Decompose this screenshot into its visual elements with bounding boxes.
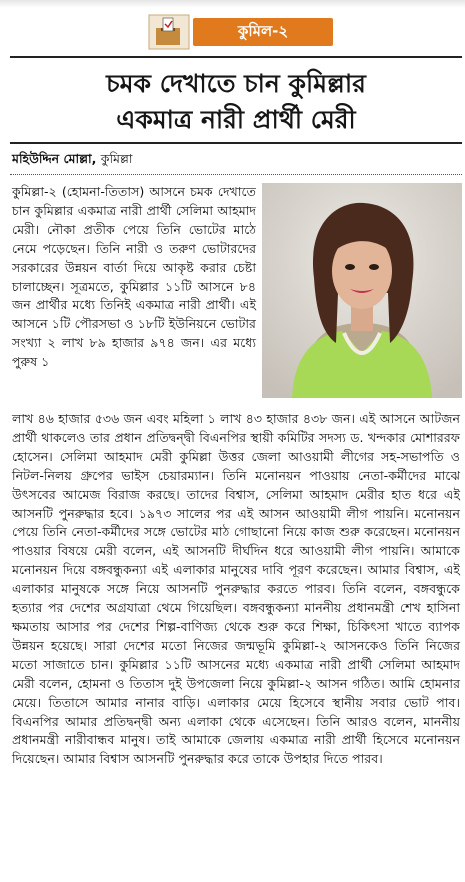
section-header [148,14,338,50]
article-body-upper: কুমিল্লা-২ (হোমনা-তিতাস) আসনে চমক দেখাতে চান কুমিল্লার একমাত্র নারী প্রার্থী সেলিমা আহমাদ মেরী। নৌকা প্রতীক পেয়ে তিনি ভোটের মাঠে নেমে পড়েছেন। তিনি নারী ও তরুণ ভোটারদের সরকারের উন্নয়ন বার্তা দিয়ে আকৃষ্ট করার চেষ্টা চালাচ্ছেন। সূত্রমতে, কুমিল্লার ১১টি আসনে ৮৪ জন প্রার্থীর মধ্যে তিনিই একমাত্র নারী প্রার্থী। এই আসনে ১টি পৌরসভা ও ১৮টি ইউনিয়নে ভোটার সংখ্যা ২ লাখ ৮৯ হাজার ৯৭৪ জন। এর মধ্যে পুরুষ ১ [12,184,256,370]
previous-article-strip [0,0,465,8]
byline-rule [10,174,462,175]
headline [10,66,462,138]
candidate-photo [262,183,462,398]
portrait-illustration [262,183,462,398]
headline-bottom-rule [10,142,462,144]
byline: মহিউদ্দিন মোল্লা, কুমিল্লা [12,151,133,166]
byline-location: কুমিল্লা [100,151,133,166]
headline-line-1: চমক দেখাতে চান কুমিল্লার [106,69,366,98]
ballot-box-icon [148,14,190,50]
headline-top-rule [10,56,462,58]
section-badge: কুমিল-২ [193,18,333,46]
byline-author: মহিউদ্দিন মোল্লা [12,151,92,166]
headline-line-2: একমাত্র নারী প্রার্থী মেরী [116,105,356,134]
article-body-lower: লাখ ৪৬ হাজার ৫৩৬ জন এবং মহিলা ১ লাখ ৪৩ হাজার ৪৩৮ জন। এই আসনে আটজন প্রার্থী থাকলেও তার প্রধান প্রতিদ্বন্দ্বী বিএনপির স্থায়ী কমিটির সদস্য ড. খন্দকার মোশাররফ হোসেন। সেলিমা আহমাদ মেরী কুমিল্লা উত্তর জেলা আওয়ামী লীগের সহ-সভাপতি ও নিটল-নিলয় গ্রুপের ভাইস চেয়ারম্যান। তিনি মনোনয়ন পাওয়ায় নেতা-কর্মীদের মাঝে উৎসবের আমেজ বিরাজ করছে। তাদের বিশ্বাস, সেলিমা আহমাদ মেরীর হাত ধরে এই আসনটি পুনরুদ্ধার হবে। ১৯৭৩ সালের পর এই আসন আওয়ামী লীগ পায়নি। মনোনয়ন পেয়ে তিনি নেতা-কর্মীদের সঙ্গে ভোটের মাঠ গোছানো নিয়ে কাজ শুরু করেছেন। মনোনয়ন পাওয়ার বিষয়ে মেরী বলেন, এই আসনটি দীর্ঘদিন ধরে আওয়ামী লীগ পায়নি। আমাকে মনোনয়ন দিয়ে বঙ্গবন্ধুকন্যা এই এলাকার মানুষের দাবি পূরণ করেছেন। আমার বিশ্বাস, এই এলাকার মানুষকে সঙ্গে নিয়ে আসনটি পুনরুদ্ধার করতে পারব। তিনি বলেন, বঙ্গবন্ধুকে হত্যার পর দেশের অগ্রযাত্রা থেমে গিয়েছিল। বঙ্গবন্ধুকন্যা মাননীয় প্রধানমন্ত্রী শেখ হাসিনা ক্ষমতায় আসার পর দেশের শিল্প-বাণিজ্য থেকে শুরু করে শিক্ষা, চিকিৎসা খাতে ব্যাপক উন্নয়ন হয়েছে। সারা দেশের মতো নিজের জন্মভূমি কুমিল্লা-২ আসনকেও তিনি নিজের মতো সাজাতে চান। কুমিল্লার ১১টি আসনের মধ্যে একমাত্র নারী প্রার্থী সেলিমা আহমাদ মেরী বলেন, হোমনা ও তিতাস দুই উপজেলা নিয়ে কুমিল্লা-২ আসন গঠিত। আমি হোমনার মেয়ে। তিতাসে আমার নানার বাড়ি। এলাকার মেয়ে হিসেবে স্থানীয় সবার ভোট পাব। বিএনপির আমার প্রতিদ্বন্দ্বী অন্য এলাকা থেকে এসেছেন। তিনি আরও বলেন, মাননীয় প্রধানমন্ত্রী নারীবান্ধব মানুষ। তাই আমাকে জেলায় একমাত্র নারী প্রার্থী হিসেবে মনোনয়ন দিয়েছেন। আমার বিশ্বাস আসনটি পুনরুদ্ধার করে তাকে উপহার দিতে পারব। [12,411,460,767]
